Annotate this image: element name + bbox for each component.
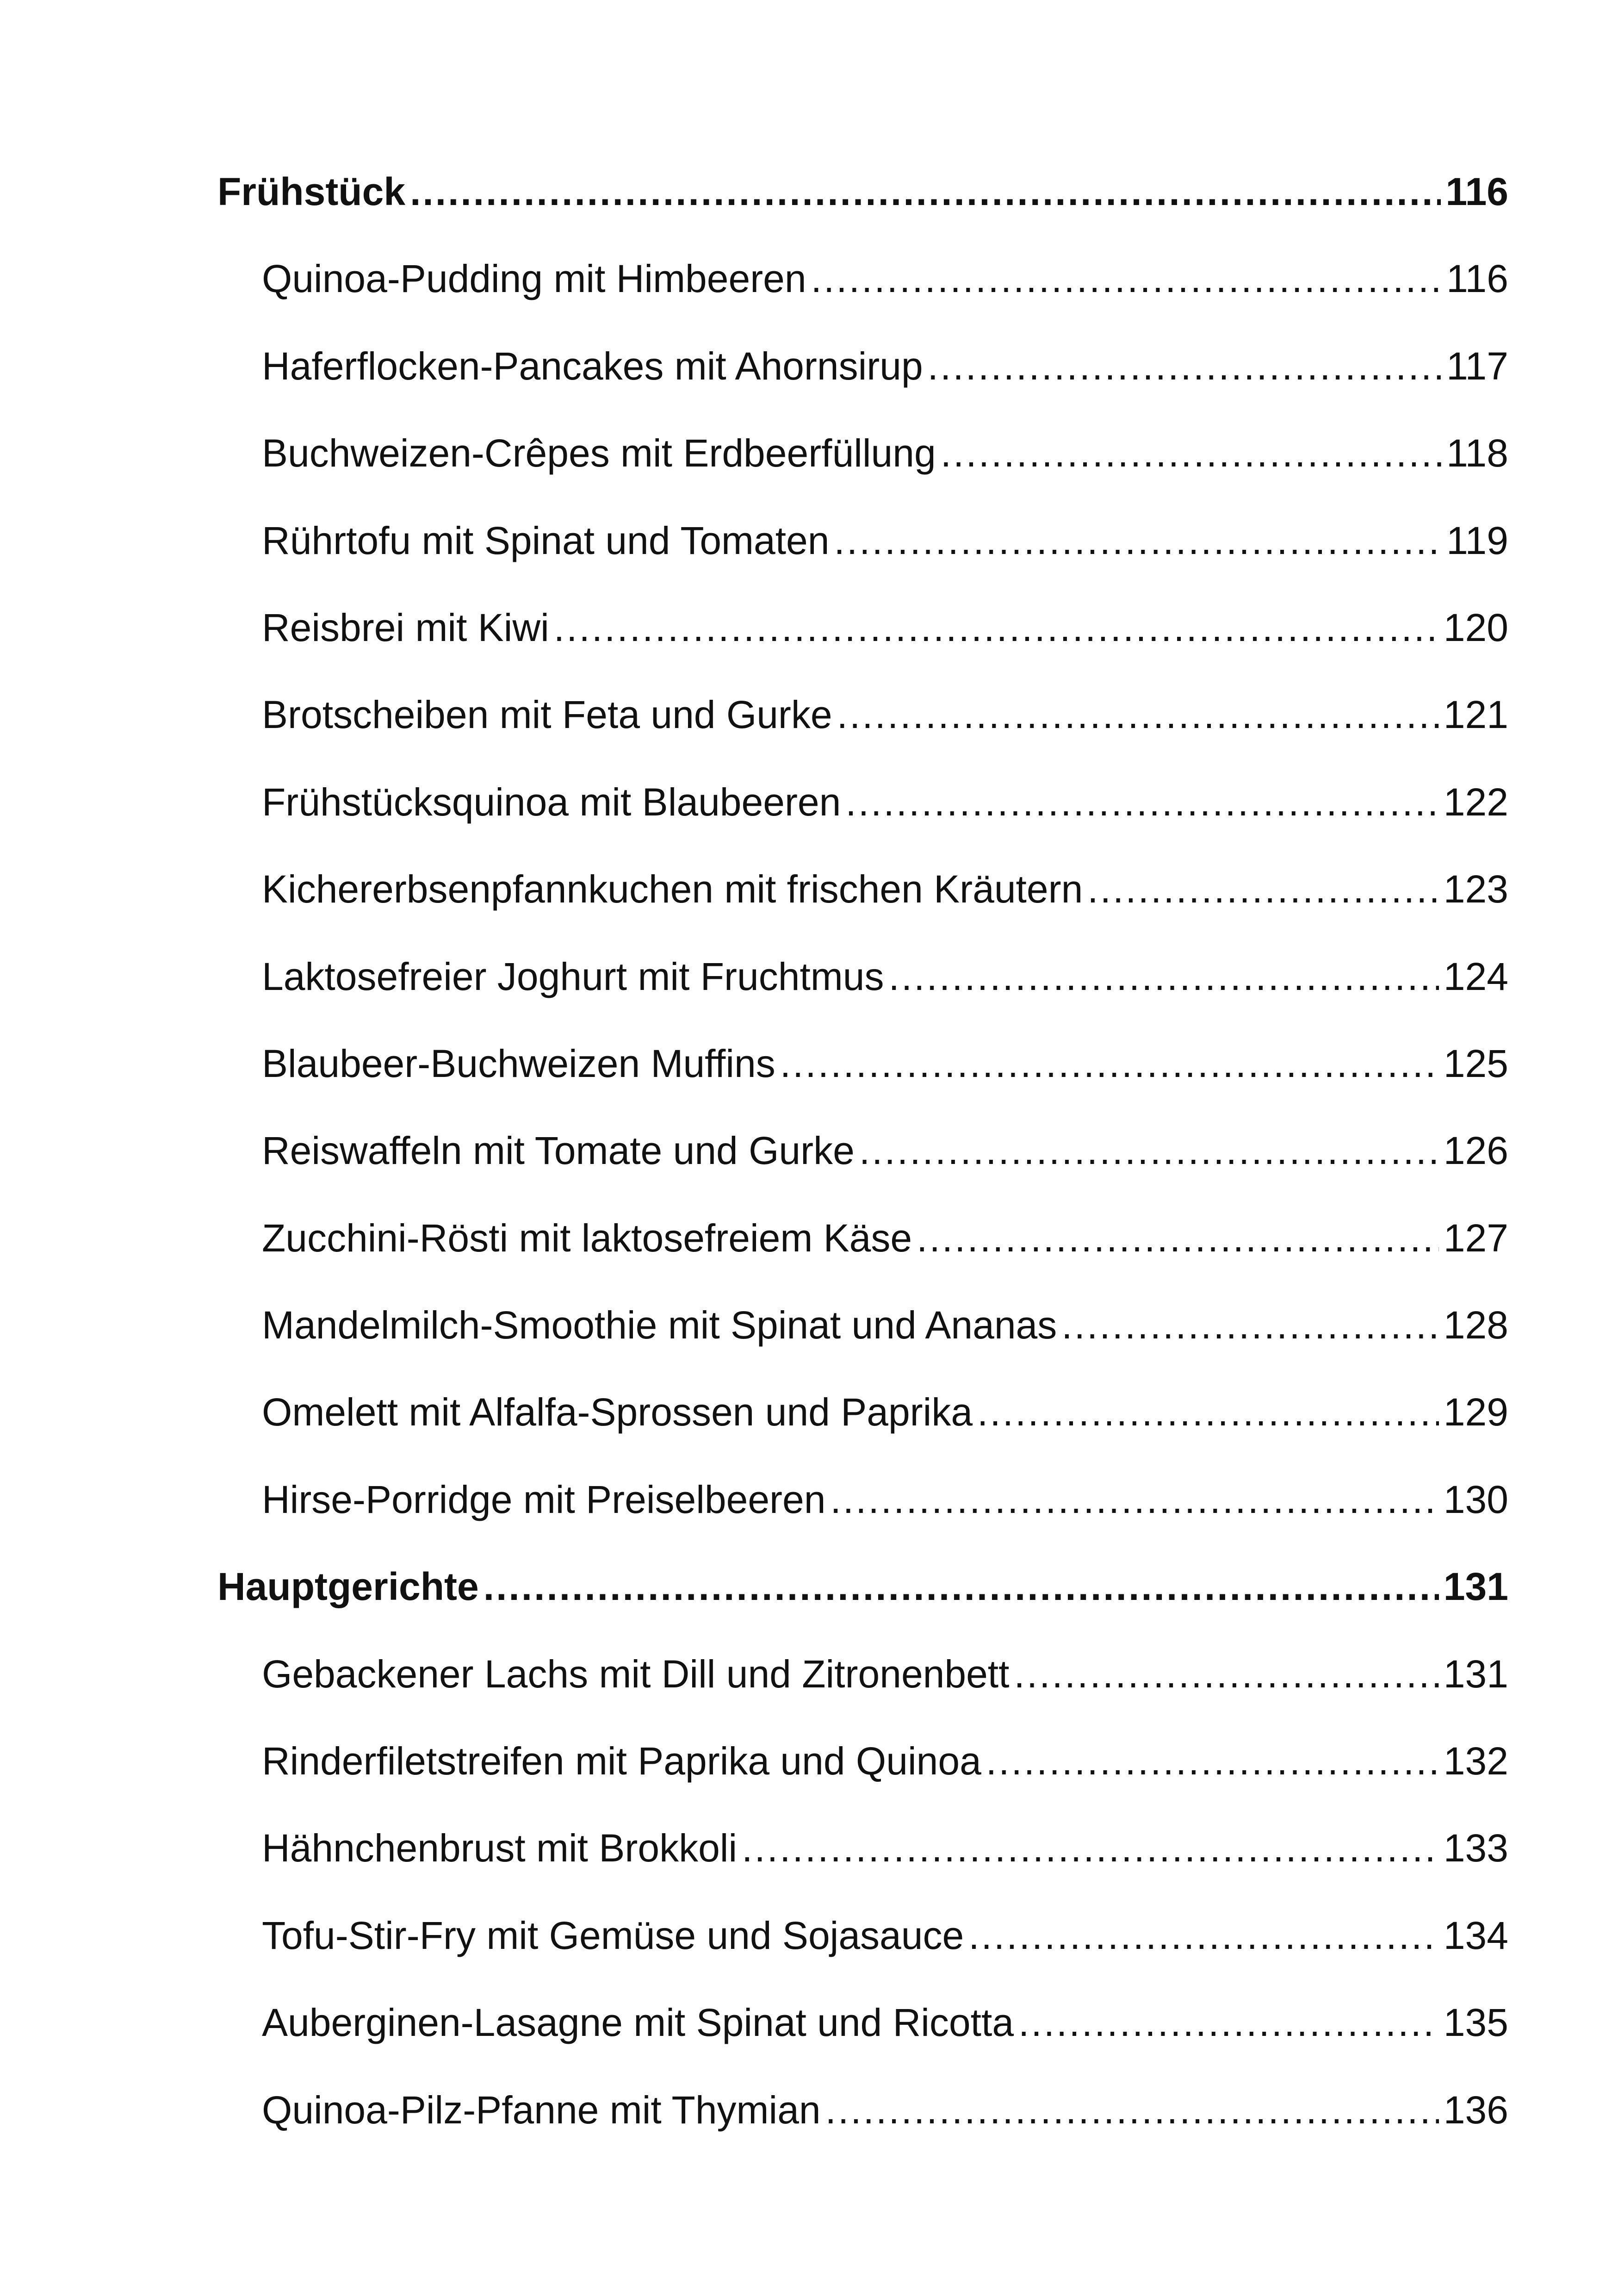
entry-title: Frühstücksquinoa mit Blaubeeren [262,780,841,824]
toc-section-heading[interactable] [217,1543,1508,1630]
dot-leader [917,1195,1439,1282]
entry-page-number: 135 [1443,2001,1508,2045]
dot-leader [742,1804,1439,1892]
toc-entry[interactable] [217,1020,1508,1107]
dot-leader [986,1717,1439,1804]
section-page-number: 116 [1445,170,1508,213]
entry-page-number: 124 [1443,954,1508,998]
entry-page-number: 131 [1443,1652,1508,1696]
entry-title: Buchweizen-Crêpes mit Erdbeerfüllung [262,431,936,475]
dot-leader [811,235,1442,322]
section-page-number: 131 [1443,1565,1508,1609]
toc-entry[interactable] [217,1369,1508,1456]
entry-page-number: 125 [1443,1041,1508,1085]
entry-page-number: 121 [1443,693,1508,737]
toc-section-heading[interactable] [217,148,1508,235]
toc-entry[interactable] [217,1456,1508,1543]
toc-entry[interactable] [217,2066,1508,2153]
entry-page-number: 118 [1446,431,1508,475]
entry-title: Quinoa-Pilz-Pfanne mit Thymian [262,2088,821,2132]
dot-leader [410,148,1441,235]
entry-page-number: 120 [1443,605,1508,649]
entry-title: Hirse-Porridge mit Preiselbeeren [262,1477,826,1521]
dot-leader [484,1543,1439,1630]
entry-title: Gebackener Lachs mit Dill und Zitronenbett [262,1652,1010,1696]
toc-entry[interactable] [217,584,1508,671]
dot-leader [837,671,1439,758]
dot-leader [780,1020,1439,1107]
dot-leader [825,2066,1439,2153]
entry-title: Reisbrei mit Kiwi [262,605,549,649]
entry-page-number: 126 [1443,1129,1508,1173]
entry-page-number: 132 [1443,1739,1508,1783]
toc-entry[interactable] [217,671,1508,758]
toc-entry[interactable] [217,1630,1508,1717]
entry-page-number: 117 [1446,344,1508,388]
dot-leader [968,1892,1439,1979]
entry-title: Haferflocken-Pancakes mit Ahornsirup [262,344,923,388]
entry-page-number: 122 [1443,780,1508,824]
entry-title: Tofu-Stir-Fry mit Gemüse und Sojasauce [262,1913,964,1957]
entry-page-number: 134 [1443,1913,1508,1957]
toc-entry[interactable] [217,933,1508,1020]
entry-page-number: 129 [1443,1390,1508,1434]
toc-entry[interactable] [217,1892,1508,1979]
toc-entry[interactable] [217,1979,1508,2066]
entry-page-number: 116 [1446,257,1508,301]
entry-page-number: 133 [1443,1826,1508,1870]
dot-leader [830,1456,1438,1543]
entry-title: Hähnchenbrust mit Brokkoli [262,1826,738,1870]
section-title: Frühstück [217,170,406,213]
entry-page-number: 130 [1443,1477,1508,1521]
toc-entry[interactable] [217,846,1508,933]
dot-leader [1087,846,1439,933]
entry-page-number: 123 [1443,867,1508,911]
entry-page-number: 128 [1443,1303,1508,1347]
entry-title: Omelett mit Alfalfa-Sprossen und Paprika [262,1390,973,1434]
toc-entry[interactable] [217,1282,1508,1369]
section-title: Hauptgerichte [217,1565,479,1609]
toc-entry[interactable] [217,1107,1508,1194]
toc-entry[interactable] [217,235,1508,322]
dot-leader [834,497,1442,584]
toc-entry[interactable] [217,1804,1508,1892]
toc-entry[interactable] [217,1717,1508,1804]
entry-title: Rinderfiletstreifen mit Paprika und Quinoa [262,1739,981,1783]
dot-leader [1014,1630,1438,1717]
entry-title: Blaubeer-Buchweizen Muffins [262,1041,775,1085]
entry-title: Rührtofu mit Spinat und Tomaten [262,518,830,562]
toc-entry[interactable] [217,1195,1508,1282]
entry-title: Mandelmilch-Smoothie mit Spinat und Ananas [262,1303,1057,1347]
dot-leader [889,933,1439,1020]
toc-entry[interactable] [217,323,1508,410]
entry-page-number: 136 [1443,2088,1508,2132]
entry-title: Auberginen-Lasagne mit Spinat und Ricotta [262,2001,1014,2045]
entry-page-number: 119 [1446,518,1508,562]
dot-leader [1018,1979,1439,2066]
dot-leader [859,1107,1439,1194]
toc-entry[interactable] [217,410,1508,497]
entry-title: Kichererbsenpfannkuchen mit frischen Kräutern [262,867,1083,911]
dot-leader [977,1369,1439,1456]
entry-title: Zucchini-Rösti mit laktosefreiem Käse [262,1216,912,1260]
toc-entry[interactable] [217,497,1508,584]
entry-title: Laktosefreier Joghurt mit Fruchtmus [262,954,884,998]
entry-title: Reiswaffeln mit Tomate und Gurke [262,1129,855,1173]
entry-title: Brotscheiben mit Feta und Gurke [262,693,832,737]
dot-leader [1061,1282,1439,1369]
dot-leader [845,759,1438,846]
entry-title: Quinoa-Pudding mit Himbeeren [262,257,806,301]
entry-page-number: 127 [1443,1216,1508,1260]
dot-leader [554,584,1439,671]
toc-entry[interactable] [217,759,1508,846]
dot-leader [928,323,1442,410]
dot-leader [941,410,1442,497]
table-of-contents [217,148,1508,2153]
